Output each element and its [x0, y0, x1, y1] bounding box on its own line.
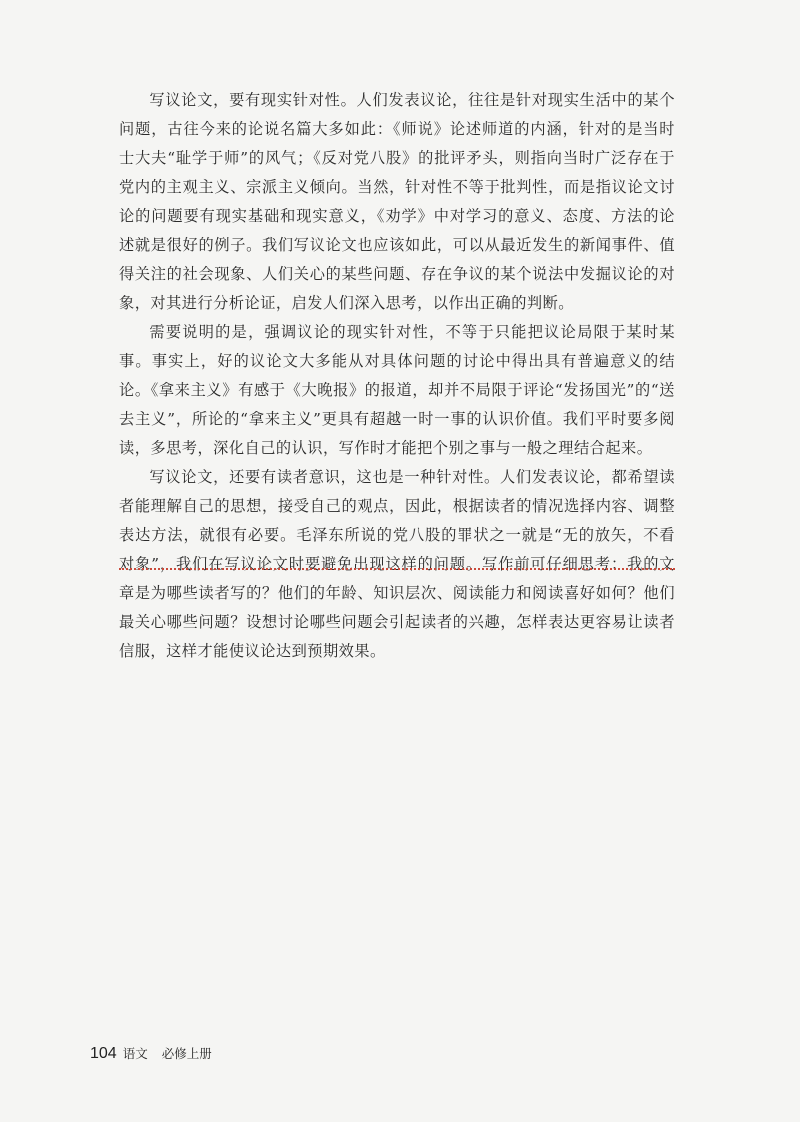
book-title: 语文 — [122, 1046, 148, 1061]
book-volume: 必修上册 — [161, 1046, 212, 1061]
paragraph-1: 写议论文，要有现实针对性。人们发表议论，往往是针对现实生活中的某个问题，古往今来的论说名篇大多如此：《师说》论述师道的内涵，针对的是当时士大夫“耻学于师”的风气；《反对党八股》的批评矛头，则指向当时广泛存在于党内的主观主义、宗派主义倾向。当然，针对性不等于批判性，而是指议论文讨论的问题要有现实基础和现实意义，《劝学》中对学习的意义、态度、方法的论述就是很好的例子。我们写议论文也应该如此，可以从最近发生的新闻事件、值得关注的社会现象、人们关心的某些问题、存在争议的某个说法中发掘议论的对象，对其进行分析论证，启发人们深入思考，以作出正确的判断。 — [119, 91, 675, 312]
paragraph-2: 需要说明的是，强调议论的现实针对性，不等于只能把议论局限于某时某事。事实上，好的议论文大多能从对具体问题的讨论中得出具有普遍意义的结论。《拿来主义》有感于《大晚报》的报道，却并不局限于评论“发扬国光”的“送去主义”，所论的“拿来主义”更具有超越一时一事的认识价值。我们平时要多阅读，多思考，深化自己的认识，写作时才能把个别之事与一般之理结合起来。 — [119, 323, 675, 457]
page-number: 104 — [90, 1045, 117, 1062]
page-footer — [90, 1044, 212, 1064]
body-text — [119, 86, 675, 666]
paragraph-3: 写议论文，还要有读者意识，这也是一种针对性。人们发表议论，都希望读者能理解自己的思想，接受自己的观点，因此，根据读者的情况选择内容、调整表达方法，就很有必要。毛泽东所说的党八股的罪状之一就是“无的放矢，不看对象”，我们在写议论文时要避免出现这样的问题。写作前可仔细思考：我的文章是为哪些读者写的？他们的年龄、知识层次、阅读能力和阅读喜好如何？他们最关心哪些问题？设想讨论哪些问题会引起读者的兴趣，怎样表达更容易让读者信服，这样才能使议论达到预期效果。 — [119, 468, 675, 660]
section-divider — [119, 568, 675, 570]
